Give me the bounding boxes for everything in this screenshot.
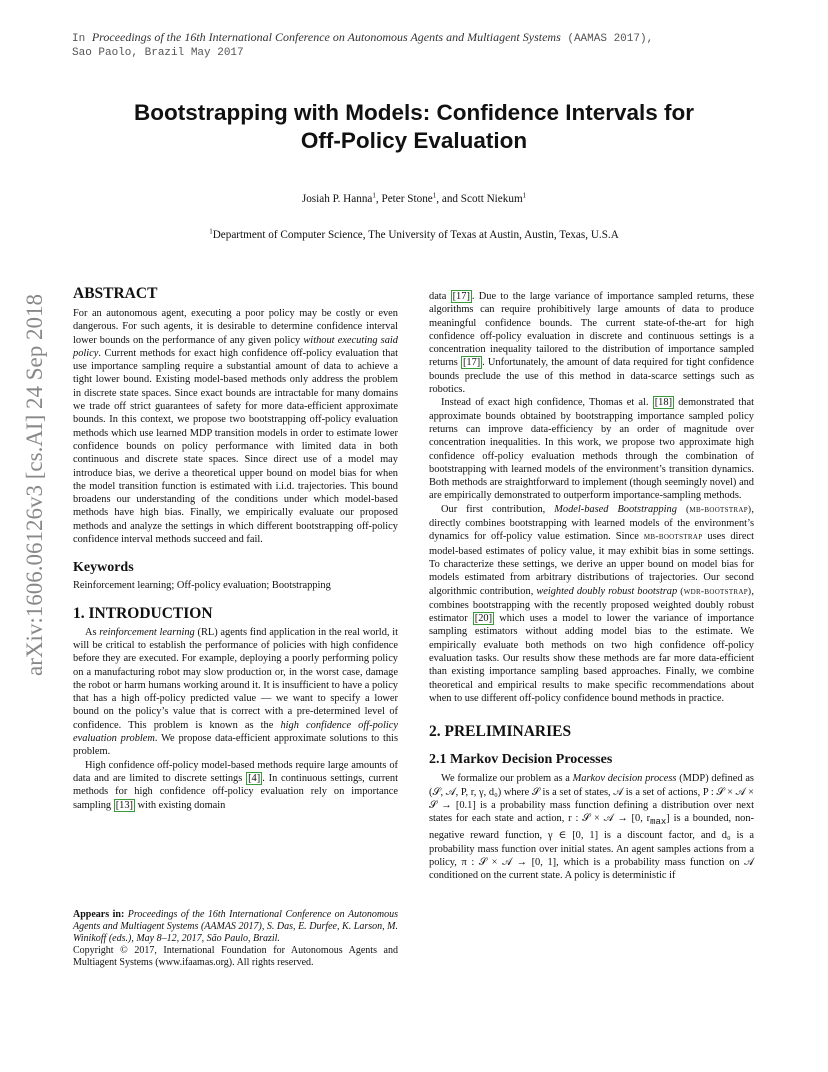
title-line-2: Off-Policy Evaluation <box>300 128 528 153</box>
citation-link[interactable]: [17] <box>462 357 481 369</box>
title-line-1: Bootstrapping with Models: Confidence Intervals for <box>133 100 695 125</box>
appears-in-text: Appears in: Proceedings of the 16th International Conference on Autonomous Agents and Multiagent Systems (AAMAS 2017), S. Das, E. Durfee, K. Larson, M. Winikoff (eds.), May 8–12, 2017, São Paulo, Brazil. <box>73 909 398 944</box>
appears-in-footnote <box>73 909 398 969</box>
venue-line-1: In Proceedings of the 16th International Conference on Autonomous Agents and Multiagent Systems (AAMAS 2017), <box>72 30 654 45</box>
arxiv-side-stamp <box>16 293 48 678</box>
introduction-heading: 1. INTRODUCTION <box>73 604 213 622</box>
venue-line-2: Sao Paolo, Brazil May 2017 <box>72 47 244 59</box>
author-list: Josiah P. Hanna$^1$, Peter Stone$^1$, and Scott Niekum$^1$ <box>301 191 527 205</box>
paper-title <box>0 99 828 155</box>
right-paragraph-2: Instead of exact high confidence, Thomas et al. [18] demonstrated that approximate bounds obtained by bootstrapping importance sampled policy returns can improve data-efficiency by an order of magnitude over concentration inequalities. In this work, we propose two approximate high confidence off-policy evaluation methods through the combination of bootstrapping with learned models of the environment’s transition dynamics. Both methods are straightforward to implement (though seemingly novel) and are empirically demonstrated to outperform importance-sampling methods. <box>429 397 754 502</box>
citation-link[interactable]: [20] <box>474 613 493 625</box>
citation-link[interactable]: [4] <box>248 772 261 784</box>
author-1: Josiah P. Hanna <box>301 193 373 205</box>
citation-link[interactable]: [13] <box>115 799 134 811</box>
citation-link[interactable]: [18] <box>654 397 673 409</box>
citation-link[interactable]: [17] <box>452 291 470 302</box>
author-2: Peter Stone <box>381 193 433 205</box>
keywords-heading: Keywords <box>73 560 134 576</box>
left-column <box>73 285 398 812</box>
copyright-text: Copyright © 2017, International Foundation for Autonomous Agents and Multiagent Systems (www.ifaamas.org). All rights reserved. <box>73 945 398 968</box>
mdp-subheading: 2.1 Markov Decision Processes <box>429 752 613 768</box>
venue-header <box>72 30 653 60</box>
abstract-text: For an autonomous agent, executing a poor policy may be costly or even dangerous. For such agents, it is desirable to determine confidence interval lower bounds on the performance of any given policy without executing said policy. Current methods for exact high confidence off-policy evaluation that use importance sampling require a substantial amount of data to achieve a tight lower bound. Existing model-based methods only address the problem in discrete state spaces. Since exact bounds are intractable for many domains we trade off strict guarantees of safety for more data-efficient approximate bounds. In this context, we propose two bootstrapping off-policy evaluation methods which use learned MDP transition models in order to estimate lower confidence bounds on policy performance with limited data in both continuous and discrete state spaces. Since direct use of a model may introduce bias, we derive a theoretical upper bound on model bias for when the model transition function is estimated with i.i.d. trajectories. This bound broadens our understanding of the conditions under which model-based methods have high bias. Finally, we empirically evaluate our proposed methods and analyze the settings in which different bootstrapping off-policy confidence interval methods succeed and fail. <box>73 308 398 546</box>
intro-paragraph-1: As reinforcement learning (RL) agents find application in the real world, it will be critical to establish the performance of policies with high confidence before they are executed. For example, deploying a poorly performing policy on a manufacturing robot may slow production or, in the worst case, damage the robot or harm humans working around it. It is insufficient to have a policy that has a high off-policy predicted value — we want to specify a lower bound on the policy’s value that is correct with a pre-determined level of confidence. This problem is known as the high confidence off-policy evaluation problem. We propose data-efficient approximate solutions to this problem. <box>73 626 399 758</box>
right-paragraph-1: data [17] . Due to the large variance of importance sampled returns, these algorithms can require prohibitively large amounts of data to produce meaningful confidence bounds. The current state-of-the-art for high confidence off-policy evaluation in discrete and continuous settings is a concentration inequality tailored to the distribution of importance sampled returns [17] . Unfortunately, the amount of data required for tight confidence bounds preclude the use of this method in data-scarce settings such as robotics. <box>429 291 754 396</box>
mdp-paragraph: We formalize our problem as a Markov decision process (MDP) defined as (𝒮, 𝒜, P, r, γ, d₀) where 𝒮 is a set of states, 𝒜 is a set of actions, P : 𝒮 × 𝒜 × 𝒮 → [0.1] is a probability mass function defining a distribution over next states for each state and action, r : 𝒮 × 𝒜 → [0, $r_{max}$] is a bounded, non-negative reward function, γ ∈ [0, 1] is a discount factor, and d₀ is a probability mass function over initial states. An agent samples actions from a policy, π : 𝒮 × 𝒜 → [0, 1], which is a probability mass function on 𝒜 conditioned on the current state. A policy is deterministic if <box>429 773 754 882</box>
right-column <box>429 290 754 883</box>
keywords-text: Reinforcement learning; Off-policy evaluation; Bootstrapping <box>73 580 331 592</box>
affiliation: $^1$Department of Computer Science, The University of Texas at Austin, Austin, Texas, U.S.A <box>209 227 619 241</box>
preliminaries-heading: 2. PRELIMINARIES <box>429 723 572 741</box>
author-3: and Scott Niekum <box>441 193 523 205</box>
intro-paragraph-2: High confidence off-policy model-based methods require large amounts of data and are limited to discrete settings [4] . In continuous settings, current methods for high confidence off-policy evaluation rely on importance sampling [13] with existing domain <box>73 759 398 811</box>
abstract-heading: ABSTRACT <box>73 285 158 302</box>
right-paragraph-3: Our first contribution, Model-based Bootstrapping (mb-bootstrap), directly combines bootstrapping with learned models of the environment’s dynamics for off-policy value estimation. Since mb-bootstrap uses direct model-based estimates of policy value, it may exhibit bias in some settings. To characterize these settings, we derive an upper bound on model bias for models estimated from arbitrary distributions of trajectories. Our second algorithmic contribution, weighted doubly robust bootstrap (wdr-bootstrap), combines bootstrapping with the recently proposed weighted doubly robust estimator [20] which uses a model to lower the variance of importance sampling estimators without adding model bias to the estimate. We empirically evaluate both methods on two high confidence off-policy evaluation tasks. Our results show these methods are far more data-efficient than existing importance sampling based approaches. Finally, we combine theoretical and empirical results to make specific recommendations about when to use different off-policy confidence bound methods in practice. <box>429 503 754 704</box>
arxiv-id-text: arXiv:1606.06126v3 [cs.AI] 24 Sep 2018 <box>22 293 47 676</box>
